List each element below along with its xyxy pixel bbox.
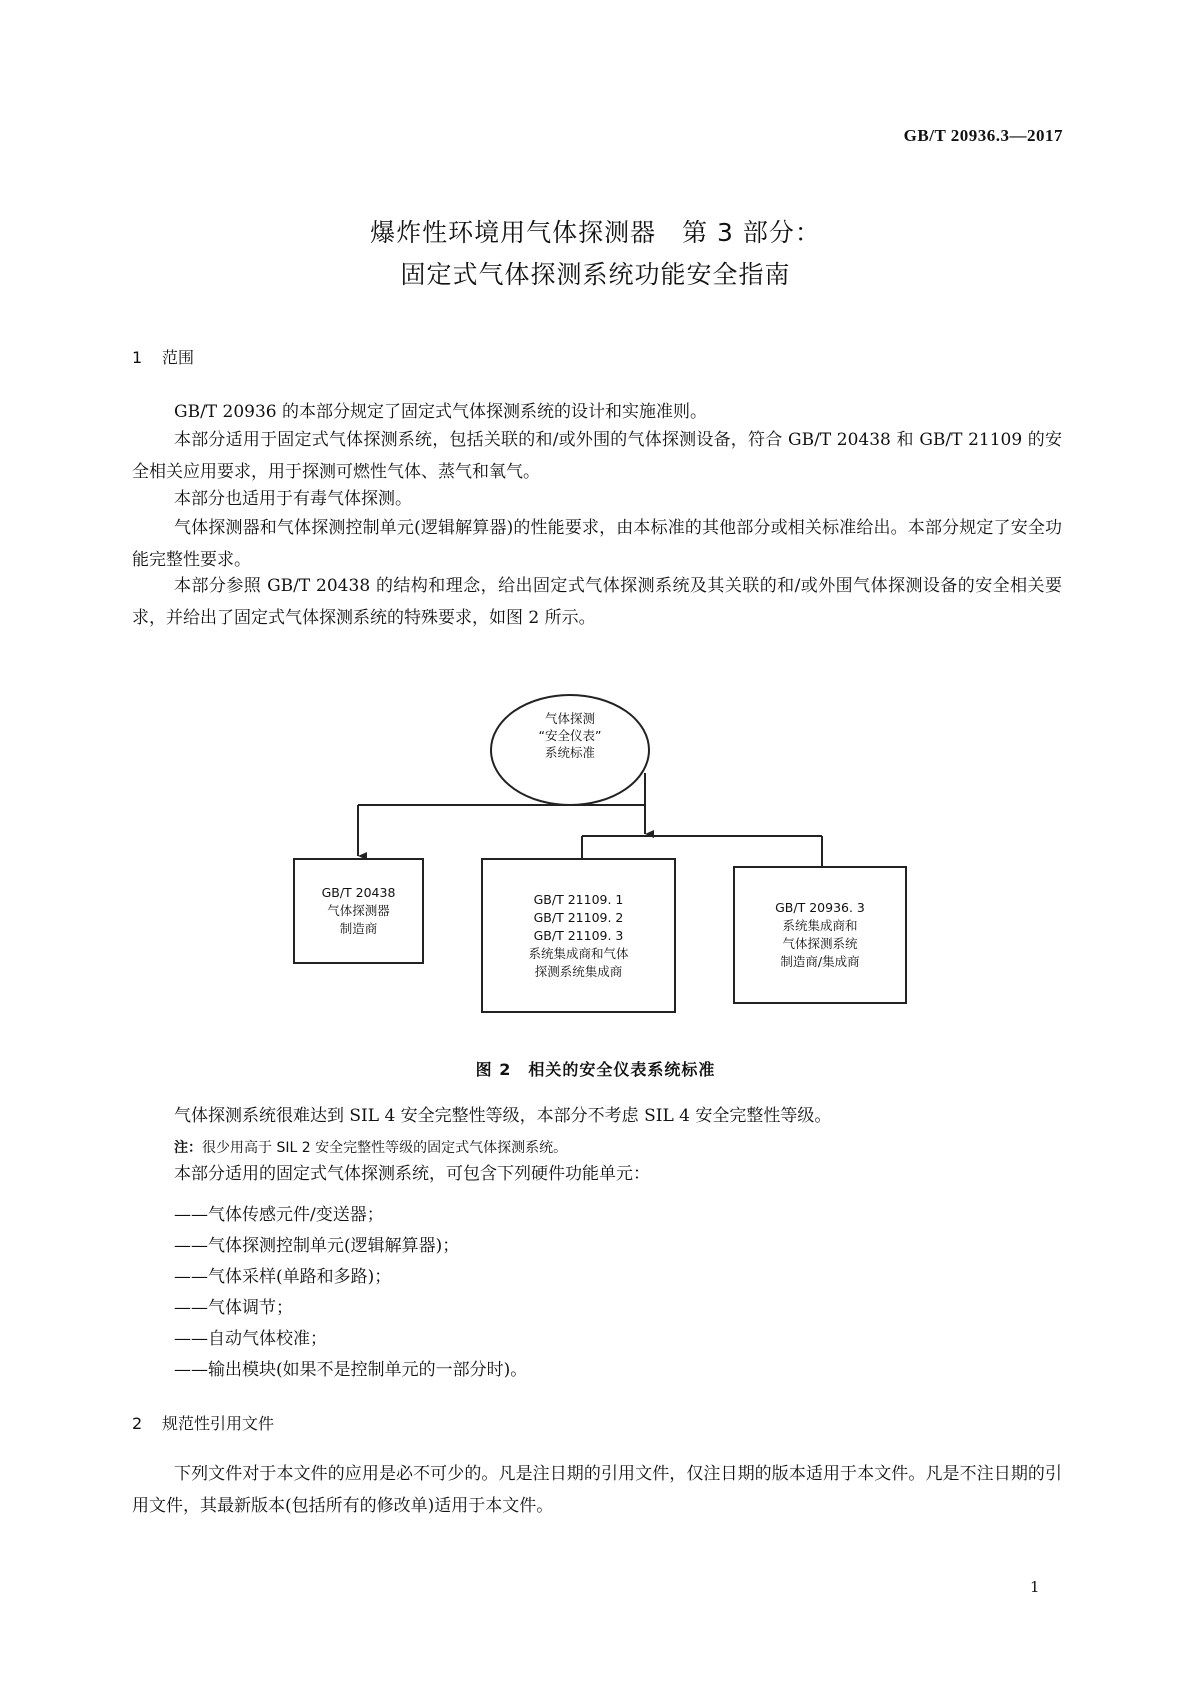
standard-code: GB/T 20936.3—2017 xyxy=(903,126,1063,145)
box1-line-1: GB/T 20438 xyxy=(321,885,396,900)
box1-line-3: 制造商 xyxy=(339,921,378,936)
section1-paragraph-3: 本部分也适用于有毒气体探测。 xyxy=(174,489,412,509)
section2-heading xyxy=(132,1411,274,1434)
ellipse-line-2: “安全仪表” xyxy=(538,728,602,743)
section2-paragraph: 下列文件对于本文件的应用是必不可少的。凡是注日期的引用文件，仅注日期的版本适用于本文件。凡是不注日期的引用文件，其最新版本(包括所有的修改单)适用于本文件。 xyxy=(132,1464,1062,1516)
box3-line-1: GB/T 20936. 3 xyxy=(775,900,865,915)
box3-line-2: 系统集成商和 xyxy=(782,918,858,933)
figure-caption: 图 2 相关的安全仪表系统标准 xyxy=(475,1060,716,1079)
box2-line-1: GB/T 21109. 1 xyxy=(533,891,624,907)
hardware-intro: 本部分适用的固定式气体探测系统，可包含下列硬件功能单元： xyxy=(174,1164,650,1184)
box3-line-4: 制造商/集成商 xyxy=(780,954,860,969)
section1-number: 1 xyxy=(132,348,143,367)
box2-line-4: 系统集成商和气体 xyxy=(528,945,629,961)
note-label: 注： xyxy=(174,1140,202,1156)
document-title-line1: 爆炸性环境用气体探测器 第 3 部分： xyxy=(370,218,821,247)
section2-number: 2 xyxy=(132,1414,143,1433)
box2-line-2: GB/T 21109. 2 xyxy=(533,909,624,925)
box-gbt20936-3 xyxy=(733,866,907,1004)
box1-line-2: 气体探测器 xyxy=(327,903,390,918)
note xyxy=(174,1137,567,1157)
section1-title: 范围 xyxy=(162,348,195,367)
section1-paragraph-4: 气体探测器和气体探测控制单元(逻辑解算器)的性能要求，由本标准的其他部分或相关标准给出。本部分规定了安全功能完整性要求。 xyxy=(132,518,1062,570)
ellipse-line-1: 气体探测 xyxy=(544,711,595,726)
list-item: ——输出模块(如果不是控制单元的一部分时)。 xyxy=(174,1360,528,1380)
sil-paragraph: 气体探测系统很难达到 SIL 4 安全完整性等级，本部分不考虑 SIL 4 安全完整性等级。 xyxy=(174,1106,832,1126)
document-title-line2: 固定式气体探测系统功能安全指南 xyxy=(400,260,791,289)
box2-line-5: 探测系统集成商 xyxy=(534,963,623,979)
section1-paragraph-2: 本部分适用于固定式气体探测系统，包括关联的和/或外围的气体探测设备，符合 GB/T 20438 和 GB/T 21109 的安全相关应用要求，用于探测可燃性气体、蒸气和氧气。 xyxy=(132,430,1062,482)
list-item: ——气体探测控制单元(逻辑解算器)； xyxy=(174,1236,460,1256)
ellipse-line-3: 系统标准 xyxy=(544,745,595,760)
list-item: ——自动气体校准； xyxy=(174,1329,327,1349)
box-gbt21109 xyxy=(481,858,676,1013)
section1-paragraph-5: 本部分参照 GB/T 20438 的结构和理念，给出固定式气体探测系统及其关联的和/或外围气体探测设备的安全相关要求，并给出了固定式气体探测系统的特殊要求，如图 2 所示。 xyxy=(132,576,1062,628)
list-item: ——气体传感元件/变送器； xyxy=(174,1205,384,1225)
section1-paragraph-1: GB/T 20936 的本部分规定了固定式气体探测系统的设计和实施准则。 xyxy=(174,402,708,422)
section2-title: 规范性引用文件 xyxy=(162,1414,275,1433)
list-item: ——气体采样(单路和多路)； xyxy=(174,1267,392,1287)
list-item: ——气体调节； xyxy=(174,1298,293,1318)
ellipse-label xyxy=(490,710,650,761)
box3-line-3: 气体探测系统 xyxy=(782,936,858,951)
page-number: 1 xyxy=(1030,1578,1040,1596)
note-text: 很少用高于 SIL 2 安全完整性等级的固定式气体探测系统。 xyxy=(202,1140,568,1156)
box2-line-3: GB/T 21109. 3 xyxy=(533,927,624,943)
box-gbt20438 xyxy=(293,858,424,964)
